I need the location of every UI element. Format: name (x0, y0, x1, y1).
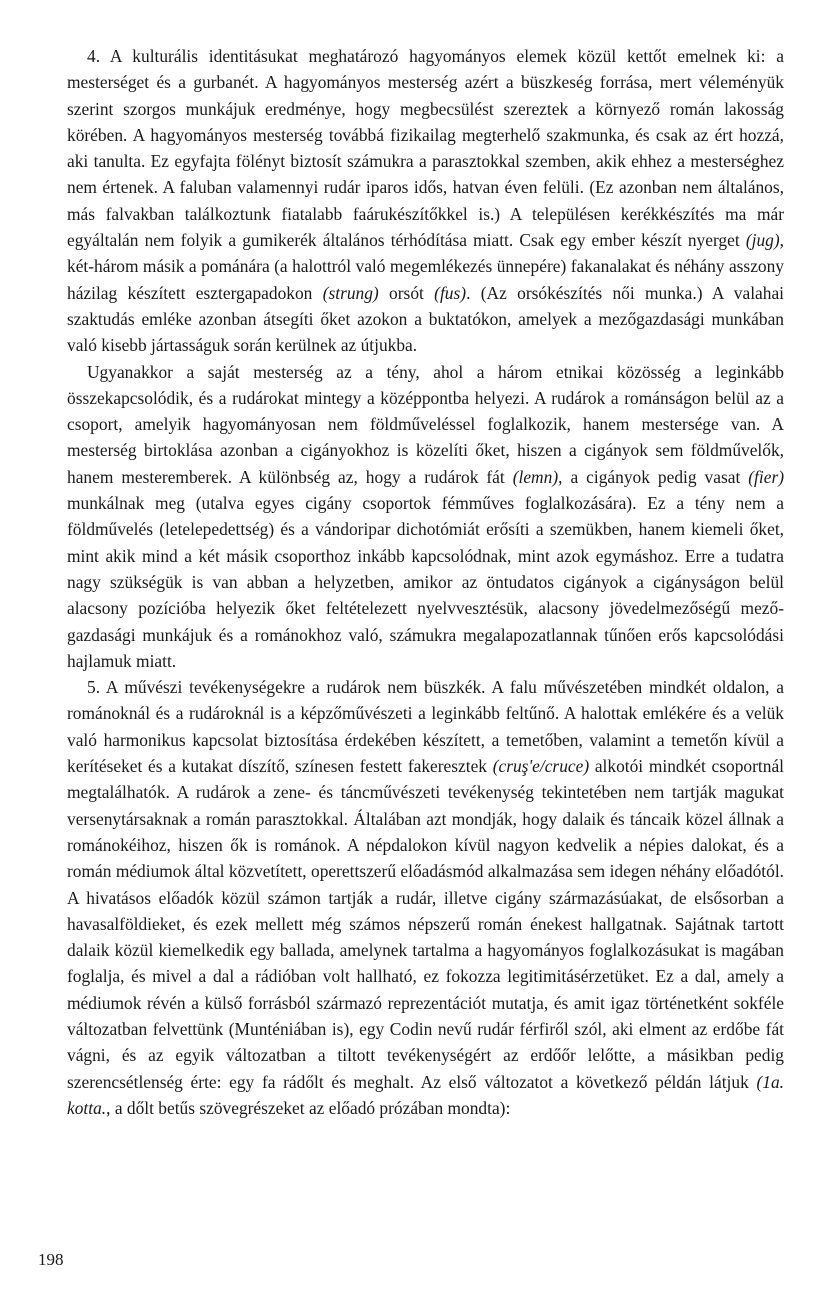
text-run: munkálnak meg (utalva egyes cigány csoportok fémműves foglalkozására). Ez a tény nem a földművelés (letelepedettség) és a vándoripar dichotómiát erősíti a szemükben, hanem kiemeli őket, mint akik mind a két másik csoporthoz inkább kapcsolódnak, mint azok egymáshoz. Erre a tudatra nagy szükségük is van abban a helyzetben, amikor az öntudatos cigányok a cigányságon belül alacsony pozícióba helyezik őket feltételezett nyelvvesztésük, alacsony jövedelmezőségű mezőgazdasági munkájuk és a románokhoz való, számukra megalapozatlannak tűnően erős kapcsolódási hajlamuk miatt. (67, 493, 784, 671)
paragraph-4 (67, 43, 784, 359)
text-run: Ugyanakkor a saját mesterség az a tény, ahol a három etnikai közösség a leginkább összekapcsolódik, és a rudárokat mintegy a középpontba helyezi. A rudárok a románságon belül az a csoport, amelyik hagyományosan nem földműveléssel foglalkozik, hanem mestersége van. A mesterség birtoklása azonban a cigányokhoz is közelíti őket, hiszen a cigányok sem földművelők, hanem mesteremberek. A különbség az, hogy a rudárok fát (67, 361, 784, 487)
italic-term: (jug) (745, 230, 780, 251)
paragraph-5 (67, 674, 784, 1121)
text-run: . (Az orsókészítés női munka.) A valahai szaktudás emléke azonban átsegíti őket azokon a buktatókon, amelyek a mezőgazdasági munkában való kisebb jártasságuk során kerülnek az útjukba. (67, 282, 784, 356)
text-run: orsót (378, 282, 435, 303)
italic-term: (strung) (322, 282, 379, 303)
text-run: alkotói mindkét csoportnál megtalálhatók. A rudárok a zene- és táncművészeti tevékenység tekintetében nem tartják magukat versenytársaknak a román parasztokkal. Általában azt mondják, hogy dalaik és táncaik közel állnak a románokéihoz, hiszen ők is románok. A népdalokon kívül nagyon kedvelik a népies dalokat, és a román médiumok által közvetített, operettszerű előadásmód alkalmazása sem idegen néhány előadótól. A hivatásos előadók közül számon tartják a rudár, illetve cigány származásúakat, de elsősorban a havasalföldieket, és ezek mellett még számos népszerű román énekest hallgatnak. Sajátnak tartott dalaik közül kiemelkedik egy ballada, amelynek tartalma a hagyományos foglalkozásukat is magában foglalja, és mivel a dal a rádióban volt hallható, ez fokozza legitimitásérzetüket. Ez a dal, amely a médiumok révén a külső forrásból származó reprezentációt mutatja, és amit igaz történetként sokféle változatban felvettünk (Munténiában is), egy Codin nevű rudár férfiről szól, aki elment az erdőbe fát vágni, és az egyik változatban a tiltott tevékenységért az erdőőr lelőtte, a másikban pedig szerencsétlenség érte: egy fa rádőlt és meghalt. Az első változatot a következő példán látjuk (67, 756, 784, 1092)
page-number: 198 (38, 1250, 64, 1269)
text-run: , két-három másik a pománára (a halottról való megemlékezés ünnepére) fakanalakat és néhány asszony házilag készített esztergapadokon (67, 230, 784, 303)
body-text (67, 43, 784, 1121)
italic-term: (1a. kotta. (67, 1071, 784, 1118)
italic-term: (lemn) (512, 466, 559, 487)
italic-term: (fus) (434, 282, 467, 303)
italic-term: (cruş'e/cruce) (492, 756, 590, 777)
text-run: 4. A kulturális identitásukat meghatározó hagyományos elemek közül kettőt emelnek ki: a mesterséget és a gurbanét. A hagyományos mesterség azért a büszkeség forrása, mert véleményük szerint szorgos munkájuk eredménye, hogy megbecsülést szereztek a környező román lakosság körében. A hagyományos mesterség továbbá fizikailag megterhelő szakmunka, és csak az ért hozzá, aki tanulta. Ez egyfajta fölényt biztosít számukra a parasztokkal szemben, akik ehhez a mesterséghez nem értenek. A faluban valamennyi rudár iparos idős, hatvan éven felüli. (Ez azonban nem általános, más falvakban találkoztunk fiatalabb faárukészítőkkel is.) A településen kerékkészítés ma már egyáltalán nem folyik a gumikerék általános térhódítása miatt. Csak egy ember készít nyerget (67, 46, 784, 251)
italic-term: (fier) (748, 466, 784, 487)
text-run: , a cigányok pedig vasat (558, 466, 749, 487)
text-run: , a dőlt betűs szövegrészeket az előadó prózában mondta): (106, 1097, 511, 1118)
paragraph-ugyanakkor (67, 359, 784, 675)
text-run: 5. A művészi tevékenységekre a rudárok nem büszkék. A falu művészetében mindkét oldalon, a románoknál és a rudároknál is a képzőművészeti a leginkább feltűnő. A halottak emlékére és a velük való harmonikus kapcsolat biztosítása érdekében készített, a temetőben, valamint a temetőn kívül a kerítéseket és a kutakat díszítő, színesen festett fakeresztek (67, 677, 784, 777)
